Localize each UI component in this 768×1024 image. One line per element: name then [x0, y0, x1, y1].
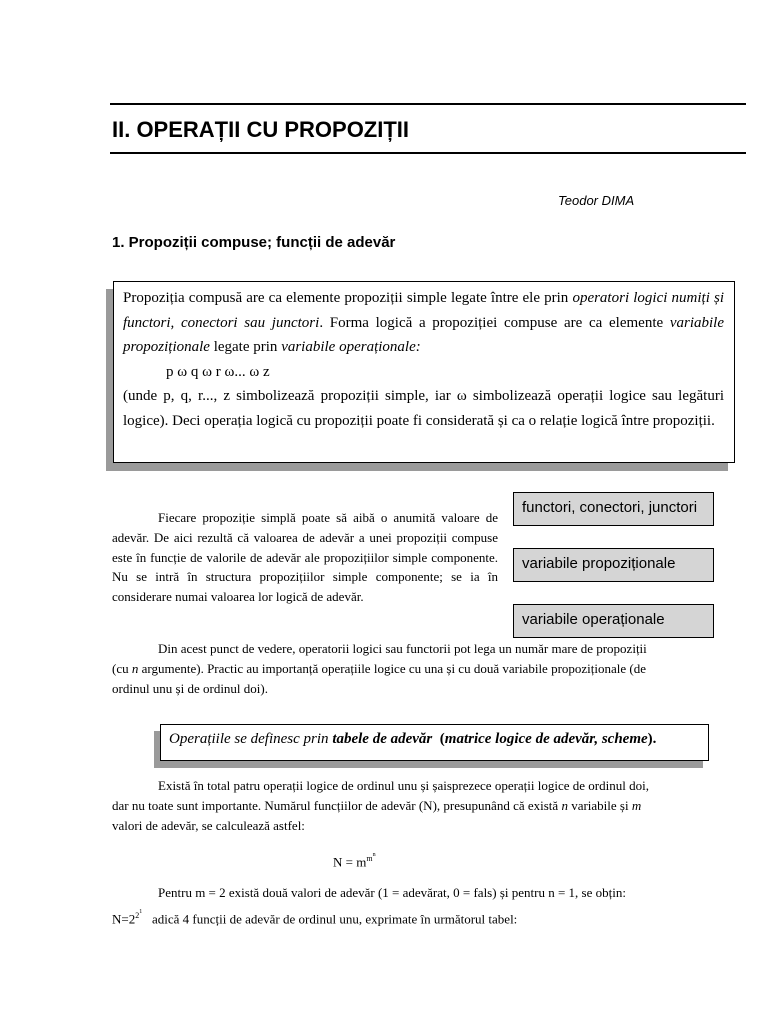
side-tag-functori: functori, conectori, junctori [513, 492, 714, 526]
top-rule [110, 103, 746, 105]
chapter-title: II. OPERAȚII CU PROPOZIȚII [112, 117, 410, 142]
paragraph-simple-propositions: Fiecare propoziție simplă poate să aibă o anumită valoare de adevăr. De aici rezultă că valoarea de adevăr a unei propoziții compuse este în funcție de valorile de adevăr ale propozițiilor simple componente. Nu se intră în structura propozițiilor simple componente; se ia în considerare numai valoarea lor logică de adevăr. [112, 510, 498, 605]
author-name: Teodor DIMA [558, 193, 635, 208]
paragraph-operators: Din acest punct de vedere, operatorii logici sau functorii pot lega un număr mare de propoziții (cu n argumente). Practic au importanță operațiile logice cu una și cu două variabile propoziționale (de ordinul unu și de ordinul doi). [112, 641, 647, 696]
paragraph-count: Există în total patru operații logice de ordinul unu și șaisprezece operații logice de ordinul doi, dar nu toate sunt importante. Numărul funcțiilor de adevăr (N), presupunând că există n variabile și m valori de adevăr, se calculează astfel: [112, 778, 649, 833]
paragraph-example: Pentru m = 2 există două valori de adevăr (1 = adevărat, 0 = fals) și pentru n = 1, se obțin: $N=2^{2^1}$ adică 4 funcții de adevăr de ordinul unu, exprimate în următorul tabel: [112, 885, 626, 927]
tables-box: Operațiile se definesc prin tabele de adevăr (matrice logice de adevăr, scheme). [160, 724, 709, 761]
definition-box [113, 281, 735, 463]
title-underline [110, 152, 746, 154]
formula: p ω q ω r ω... ω z [166, 363, 270, 380]
formula-explanation: (unde p, q, r..., z simbolizează propoziții simple, iar ω simbolizează operații logice sau legături logice). Deci operația logică cu propoziții poate fi considerată și ca o relație logică între propoziții. [123, 388, 724, 429]
section-heading: 1. Propoziții compuse; funcții de adevăr [112, 234, 396, 251]
truth-functions-equation: $N = m^{m^n}$ [333, 852, 376, 870]
side-tag-variabile-propozitionale: variabile propoziționale [513, 548, 714, 582]
side-tag-variabile-operationale: variabile operaționale [513, 604, 714, 638]
definition-text: Propoziția compusă are ca elemente propoziții simple legate între ele prin operatori logici numiți și functori, conectori sau junctori. Forma logică a propoziției compuse are ca elemente variabile propoziționale legate prin variabile operaționale: [123, 290, 724, 356]
